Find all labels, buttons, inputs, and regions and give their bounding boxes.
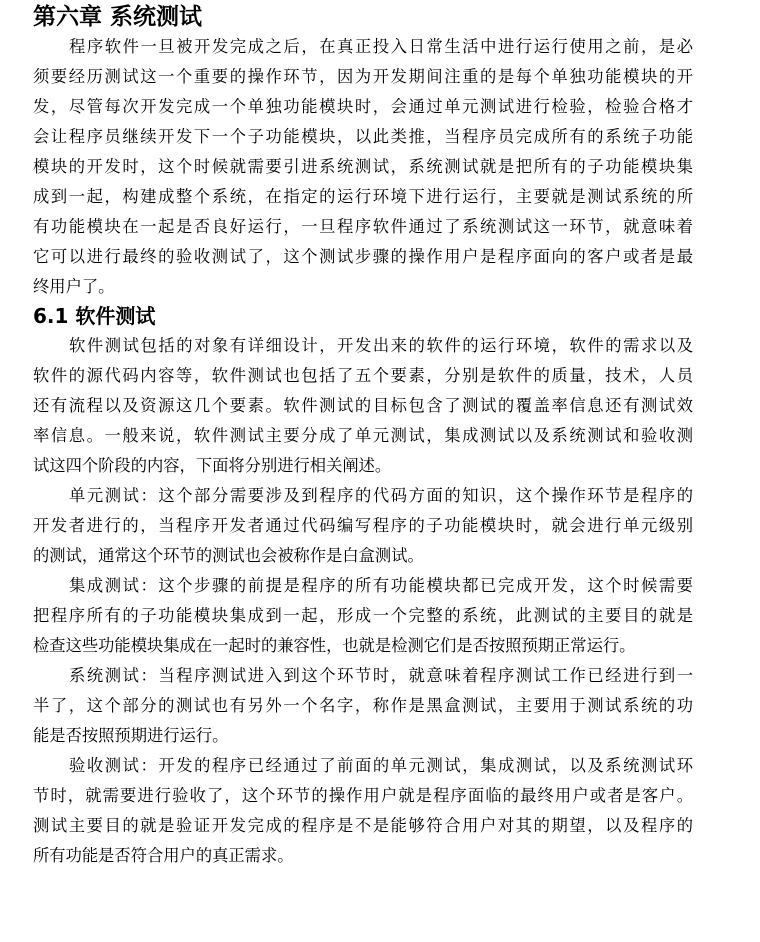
paragraph-line: 节时，就需要进行验收了，这个环节的操作用户就是程序面临的最终用户或者是客户。 <box>33 786 693 805</box>
unit-testing-paragraph <box>33 481 693 571</box>
paragraph-line: 单元测试：这个部分需要涉及到程序的代码方面的知识，这个操作环节是程序的 <box>69 486 693 505</box>
paragraph-line: 测试主要目的就是验证开发完成的程序是不是能够符合用户对其的期望，以及程序的 <box>33 816 693 835</box>
paragraph-line: 开发者进行的，当程序开发者通过代码编写程序的子功能模块时，就会进行单元级别 <box>33 516 693 535</box>
paragraph-line: 终用户了。 <box>33 277 115 296</box>
paragraph-line: 把程序所有的子功能模块集成到一起，形成一个完整的系统，此测试的主要目的就是 <box>33 606 693 625</box>
paragraph-line: 软件的源代码内容等，软件测试也包括了五个要素，分别是软件的质量，技术，人员 <box>33 366 693 385</box>
paragraph-line: 有功能模块在一起是否良好运行，一旦程序软件通过了系统测试这一环节，就意味着 <box>33 217 693 236</box>
paragraph-line: 集成测试：这个步骤的前提是程序的所有功能模块都已完成开发，这个时候需要 <box>69 576 693 595</box>
paragraph-line: 会让程序员继续开发下一个子功能模块，以此类推，当程序员完成所有的系统子功能 <box>33 127 693 146</box>
paragraph-line: 它可以进行最终的验收测试了，这个测试步骤的操作用户是程序面向的客户或者是最 <box>33 247 693 266</box>
paragraph-line: 所有功能是否符合用户的真正需求。 <box>33 846 294 865</box>
paragraph-line: 试这四个阶段的内容，下面将分别进行相关阐述。 <box>33 456 392 475</box>
paragraph-line: 发，尽管每次开发完成一个单独功能模块时，会通过单元测试进行检验，检验合格才 <box>33 97 693 116</box>
integration-testing-paragraph <box>33 571 693 661</box>
paragraph-line: 能是否按照预期进行运行。 <box>33 726 229 745</box>
paragraph-line: 的测试，通常这个环节的测试也会被称作是白盒测试。 <box>33 546 424 565</box>
paragraph-line: 软件测试包括的对象有详细设计，开发出来的软件的运行环境，软件的需求以及 <box>69 336 693 355</box>
system-testing-paragraph <box>33 661 693 751</box>
paragraph-line: 半了，这个部分的测试也有另外一个名字，称作是黑盒测试，主要用于测试系统的功 <box>33 696 693 715</box>
section-title: 6.1 软件测试 <box>33 304 156 328</box>
acceptance-testing-paragraph <box>33 751 693 871</box>
paragraph-line: 检查这些功能模块集成在一起时的兼容性，也就是检测它们是否按照预期正常运行。 <box>33 636 636 655</box>
paragraph-line: 验收测试：开发的程序已经通过了前面的单元测试，集成测试，以及系统测试环 <box>69 756 693 775</box>
software-testing-paragraph <box>33 331 693 481</box>
paragraph-line: 成到一起，构建成整个系统，在指定的运行环境下进行运行，主要就是测试系统的所 <box>33 187 693 206</box>
paragraph-line: 率信息。一般来说，软件测试主要分成了单元测试，集成测试以及系统测试和验收测 <box>33 426 693 445</box>
paragraph-line: 系统测试：当程序测试进入到这个环节时，就意味着程序测试工作已经进行到一 <box>69 666 693 685</box>
paragraph-line: 须要经历测试这一个重要的操作环节，因为开发期间注重的是每个单独功能模块的开 <box>33 67 693 86</box>
paragraph-line: 还有流程以及资源这几个要素。软件测试的目标包含了测试的覆盖率信息还有测试效 <box>33 396 693 415</box>
chapter-title: 第六章 系统测试 <box>33 4 203 30</box>
paragraph-line: 程序软件一旦被开发完成之后，在真正投入日常生活中进行运行使用之前，是必 <box>69 37 693 56</box>
chapter-intro-paragraph <box>33 32 693 302</box>
paragraph-line: 模块的开发时，这个时候就需要引进系统测试，系统测试就是把所有的子功能模块集 <box>33 157 693 176</box>
